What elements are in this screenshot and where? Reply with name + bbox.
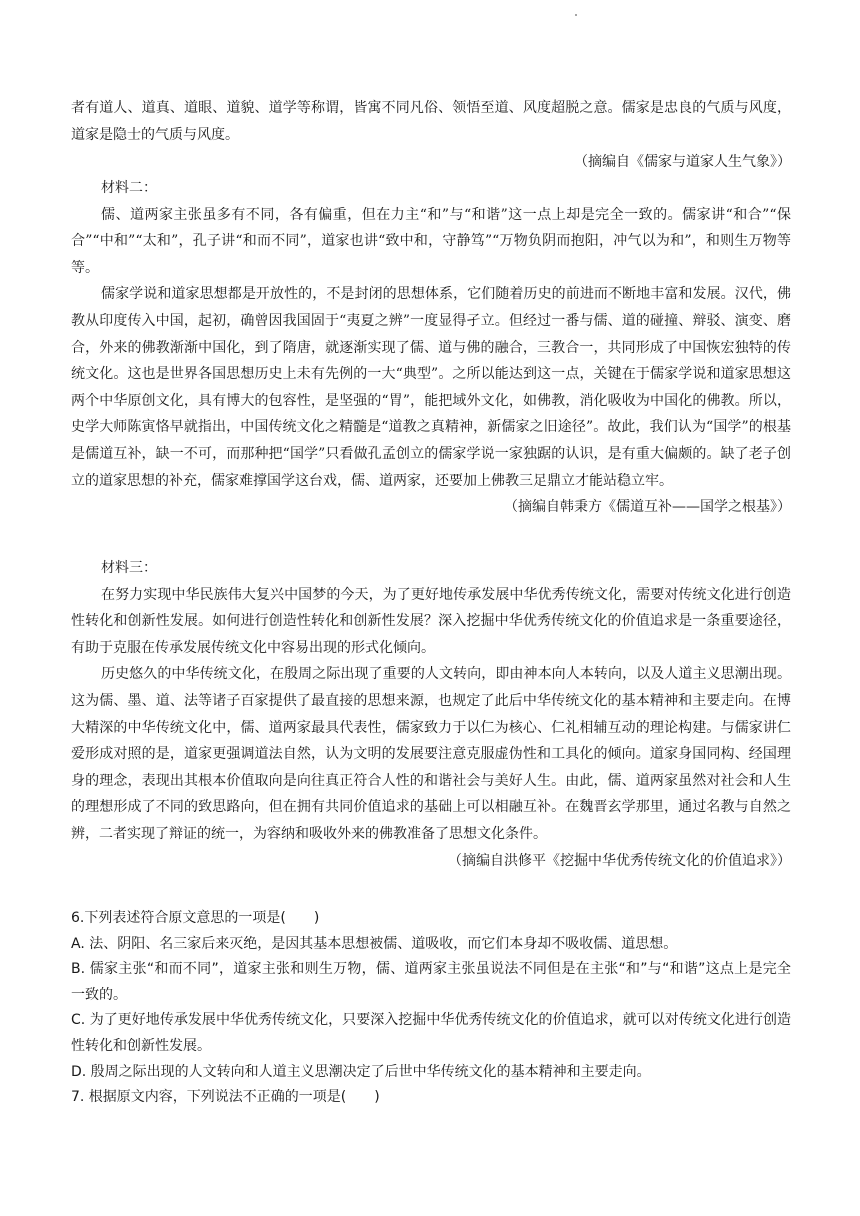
material3-paragraph: 在努力实现中华民族伟大复兴中国梦的今天，为了更好地传承发展中华优秀传统文化，需要对传统文化进行创造性转化和创新性发展。如何进行创造性转化和创新性发展？深入挖掘中华优秀传统文化的价值追求是一条重要途径，有助于克服在传承发展传统文化中容易出现的形式化倾向。 [71,586,791,656]
material2-source: （摘编自韩秉方《儒道互补——国学之根基》） [504,499,791,516]
question-6-option-a[interactable]: A. 法、阴阳、名三家后来灭绝，是因其基本思想被儒、道吸收，而它们本身却不吸收儒、道思想。 [71,935,678,952]
question-7-stem: 7. 根据原文内容，下列说法不正确的一项是( ) [71,1089,380,1106]
question-6-stem: 6.下列表述符合原文意思的一项是( ) [71,910,320,926]
page-marker-dot [575,14,577,16]
intro-paragraph: 者有道人、道真、道眼、道貌、道学等称谓，皆寓不同凡俗、领悟至道、风度超脱之意。儒家是忠良的气质与风度，道家是隐士的气质与风度。 [71,100,791,143]
question-6-option-c[interactable]: C. 为了更好地传承发展中华优秀传统文化，只要深入挖掘中华优秀传统文化的价值追求，就可以对传统文化进行创造性转化和创新性发展。 [71,1012,791,1054]
material2-paragraph: 儒、道两家主张虽多有不同，各有偏重，但在力主“和”与“和谐”这一点上却是完全一致的。儒家讲“和合”“保合”“中和”“太和”，孔子讲“和而不同”，道家也讲“致中和，守静笃”“万物负阴而抱阳，冲气以为和”，和则生万物等等。 [71,206,791,276]
material2-heading: 材料二： [101,180,157,196]
material2-section [71,175,791,521]
material3-heading: 材料三： [101,560,157,576]
material2-paragraph: 儒家学说和道家思想都是开放性的，不是封闭的思想体系，它们随着历史的前进而不断地丰富和发展。汉代，佛教从印度传入中国，起初，确曾因我国固于“夷夏之辨”一度显得孑立。但经过一番与儒、道的碰撞、辩驳、演变、磨合，外来的佛教渐渐中国化，到了隋唐，就逐渐实现了儒、道与佛的融合，三教合一，共同形成了中国恢宏独特的传统文化。这也是世界各国思想历史上未有先例的一大“典型”。之所以能达到这一点，关键在于儒家学说和道家思想这两个中华原创文化，具有博大的包容性，是坚强的“胃”，能把域外文化，如佛教，消化吸收为中国化的佛教。所以，史学大师陈寅恪早就指出，中国传统文化之精髓是“道教之真精神，新儒家之旧途径”。故此，我们认为“国学”的根基是儒道互补，缺一不可，而那种把“国学”只看做孔孟创立的儒家学说一家独踞的认识，是有重大偏颇的。缺了老子创立的道家思想的补充，儒家难撑国学这台戏，儒、道两家，还要加上佛教三足鼎立才能站稳立牢。 [71,286,791,489]
material3-paragraph: 历史悠久的中华传统文化，在殷周之际出现了重要的人文转向，即由神本向人本转向，以及人道主义思潮出现。这为儒、墨、道、法等诸子百家提供了最直接的思想来源，也规定了此后中华传统文化的基本精神和主要走向。在博大精深的中华传统文化中，儒、道两家最具代表性，儒家致力于以仁为核心、仁礼相辅互动的理论构建。与儒家讲仁爱形成对照的是，道家更强调道法自然，认为文明的发展要注意克服虚伪性和工具化的倾向。道家身国同构、经国理身的理念，表现出其根本价值取向是向往真正符合人性的和谐社会与美好人生。由此，儒、道两家虽然对社会和人生的理想形成了不同的致思路向，但在拥有共同价值追求的基础上可以相融互补。在魏晋玄学那里，通过名教与自然之辨，二者实现了辩证的统一，为容纳和吸收外来的佛教准备了思想文化条件。 [71,666,791,842]
intro-source: （摘编自《儒家与道家人生气象》） [574,153,791,170]
question-6-option-b[interactable]: B. 儒家主张“和而不同”，道家主张和则生万物，儒、道两家主张虽说法不同但是在主张“和”与“和谐”这点上是完全一致的。 [71,961,791,1003]
intro-section [71,95,791,175]
material3-source: （摘编自洪修平《挖掘中华优秀传统文化的价值追求》） [448,852,791,869]
question-6-option-d[interactable]: D. 殷周之际出现的人文转向和人道主义思潮决定了后世中华传统文化的基本精神和主要走向。 [71,1063,651,1080]
material3-section [71,555,791,874]
questions-section [71,906,791,1111]
